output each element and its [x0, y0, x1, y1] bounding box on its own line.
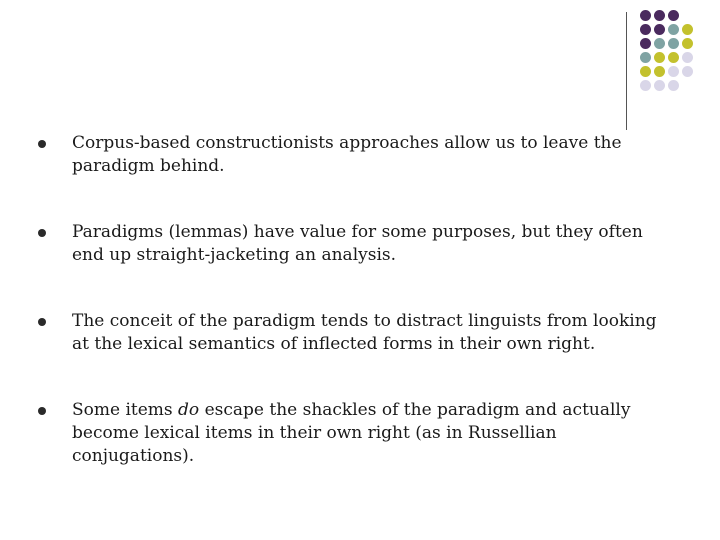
decorative-dot	[668, 52, 679, 63]
decorative-dot	[654, 66, 665, 77]
bullet-list	[38, 132, 658, 468]
bullet-item-2	[38, 221, 658, 267]
bullet-dot-icon	[38, 140, 46, 148]
decorative-dot	[668, 10, 679, 21]
bullet-text-1: Corpus-based constructionists approaches allow us to leave the paradigm behind.	[72, 133, 622, 176]
decorative-dot	[682, 52, 693, 63]
decorative-dot	[682, 38, 693, 49]
bullet-text-4-emphasis: do	[178, 400, 200, 420]
bullet-text-4b: escape the shackles of the paradigm and actually become lexical items in their own right (as in Russellian conjugations).	[72, 400, 631, 466]
decorative-dot-grid	[640, 10, 718, 106]
decorative-dot	[654, 10, 665, 21]
decorative-dot	[654, 24, 665, 35]
decorative-dot	[654, 38, 665, 49]
decorative-divider-line	[626, 12, 627, 130]
bullet-item-3	[38, 310, 658, 356]
decorative-dot	[640, 10, 651, 21]
decorative-dot	[640, 52, 651, 63]
decorative-dot	[668, 66, 679, 77]
bullet-text-2: Paradigms (lemmas) have value for some purposes, but they often end up straight-jacketing an analysis.	[72, 222, 643, 265]
decorative-dot	[668, 24, 679, 35]
decorative-dot	[682, 24, 693, 35]
decorative-dot	[640, 66, 651, 77]
decorative-dot	[682, 66, 693, 77]
bullet-item-1	[38, 132, 658, 178]
decorative-dot	[640, 24, 651, 35]
decorative-dot	[654, 80, 665, 91]
bullet-item-4	[38, 399, 658, 468]
decorative-dot	[640, 80, 651, 91]
bullet-text-3: The conceit of the paradigm tends to distract linguists from looking at the lexical semantics of inflected forms in their own right.	[72, 311, 657, 354]
decorative-dot	[668, 80, 679, 91]
decorative-dot	[654, 52, 665, 63]
bullet-dot-icon	[38, 407, 46, 415]
bullet-dot-icon	[38, 229, 46, 237]
bullet-dot-icon	[38, 318, 46, 326]
decorative-dot	[640, 38, 651, 49]
bullet-text-4a: Some items	[72, 400, 179, 420]
decorative-dot	[668, 38, 679, 49]
